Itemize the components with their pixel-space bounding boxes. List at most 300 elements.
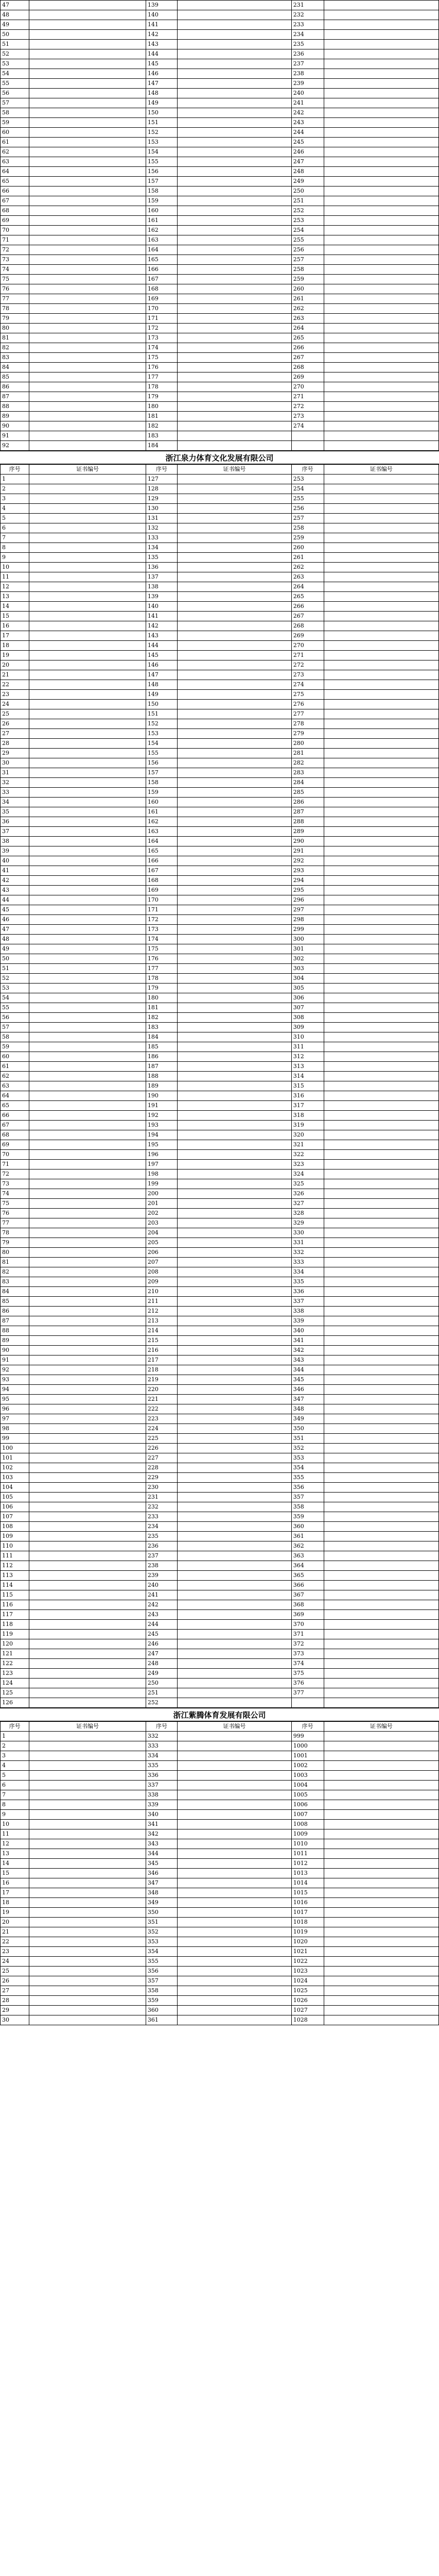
- row-index: 47: [1, 1, 29, 10]
- row-index: 49: [1, 944, 29, 954]
- row-index: 108: [1, 1522, 29, 1532]
- row-index: 317: [291, 1101, 324, 1111]
- row-index: 359: [146, 1996, 177, 2006]
- certificate-number: [324, 758, 438, 768]
- certificate-number: [29, 582, 146, 592]
- certificate-number: [324, 974, 438, 984]
- certificate-number: [29, 1091, 146, 1101]
- row-index: 999: [291, 1732, 324, 1741]
- row-index: 130: [146, 504, 177, 514]
- row-index: 110: [1, 1541, 29, 1551]
- certificate-number: [29, 1170, 146, 1179]
- certificate-number: [178, 514, 292, 523]
- row-index: 1017: [291, 1908, 324, 1918]
- table-row: [1, 226, 439, 235]
- table-row: [1, 1414, 439, 1424]
- certificate-number: [324, 226, 438, 235]
- certificate-number: [178, 660, 292, 670]
- row-index: 201: [146, 1199, 177, 1209]
- certificate-number: [178, 1820, 292, 1829]
- certificate-number: [324, 514, 438, 523]
- row-index: 251: [291, 196, 324, 206]
- certificate-number: [29, 1781, 146, 1790]
- certificate-number: [178, 993, 292, 1003]
- certificate-number: [29, 69, 146, 79]
- certificate-number: [178, 1571, 292, 1581]
- row-index: 40: [1, 856, 29, 866]
- row-index: 32: [1, 778, 29, 788]
- row-index: 85: [1, 372, 29, 382]
- row-index: 329: [291, 1218, 324, 1228]
- certificate-number: [324, 1908, 438, 1918]
- row-index: 304: [291, 974, 324, 984]
- row-index: 136: [146, 563, 177, 572]
- row-index: 29: [1, 749, 29, 758]
- table-row: [1, 1561, 439, 1571]
- certificate-number: [324, 474, 438, 484]
- row-index: 335: [146, 1761, 177, 1771]
- row-index: 6: [1, 523, 29, 533]
- row-index: 157: [146, 768, 177, 778]
- row-index: 352: [291, 1444, 324, 1453]
- certificate-number: [178, 392, 292, 402]
- row-index: 76: [1, 1209, 29, 1218]
- row-index: 230: [146, 1483, 177, 1493]
- certificate-number: [29, 1385, 146, 1395]
- row-index: 1026: [291, 1996, 324, 2006]
- row-index: 248: [146, 1659, 177, 1669]
- certificate-number: [29, 1199, 146, 1209]
- row-index: 152: [146, 719, 177, 729]
- row-index: 172: [146, 324, 177, 333]
- certificate-number: [178, 1878, 292, 1888]
- certificate-number: [29, 709, 146, 719]
- row-index: 271: [291, 651, 324, 660]
- certificate-number: [178, 314, 292, 324]
- certificate-number: [29, 1493, 146, 1502]
- table-row: [1, 1140, 439, 1150]
- certificate-number: [324, 1032, 438, 1042]
- table-row: [1, 1336, 439, 1346]
- certificate-number: [29, 1976, 146, 1986]
- row-index: 361: [146, 2015, 177, 2025]
- certificate-number: [324, 612, 438, 621]
- row-index: 348: [146, 1888, 177, 1898]
- row-index: 339: [146, 1800, 177, 1810]
- row-index: 367: [291, 1590, 324, 1600]
- row-index: 324: [291, 1170, 324, 1179]
- certificate-number: [178, 2006, 292, 2015]
- row-index: 339: [291, 1316, 324, 1326]
- certificate-number: [178, 1434, 292, 1444]
- row-index: 229: [146, 1473, 177, 1483]
- certificate-number: [29, 1042, 146, 1052]
- row-index: 260: [291, 284, 324, 294]
- certificate-number: [178, 1404, 292, 1414]
- certificate-number: [29, 1790, 146, 1800]
- certificate-number: [324, 1248, 438, 1258]
- certificate-number: [29, 1248, 146, 1258]
- table-row: [1, 187, 439, 196]
- table-row: [1, 1541, 439, 1551]
- certificate-number: [324, 749, 438, 758]
- certificate-number: [178, 1996, 292, 2006]
- certificate-number: [178, 1307, 292, 1316]
- table-row: [1, 1072, 439, 1081]
- certificate-number: [29, 1355, 146, 1365]
- certificate-number: [178, 700, 292, 709]
- certificate-number: [324, 1081, 438, 1091]
- row-index: 275: [291, 690, 324, 700]
- row-index: 99: [1, 1434, 29, 1444]
- certificate-number: [29, 660, 146, 670]
- row-index: 83: [1, 1277, 29, 1287]
- row-index: 175: [146, 353, 177, 363]
- column-header-cert: 证书编号: [178, 465, 292, 474]
- row-index: 242: [146, 1600, 177, 1610]
- certificate-number: [29, 788, 146, 798]
- row-index: 79: [1, 314, 29, 324]
- row-index: 1012: [291, 1859, 324, 1869]
- row-index: 257: [291, 255, 324, 265]
- certificate-number: [178, 1947, 292, 1957]
- certificate-number: [178, 1199, 292, 1209]
- row-index: 62: [1, 147, 29, 157]
- row-index: 341: [291, 1336, 324, 1346]
- certificate-number: [178, 1771, 292, 1781]
- table-row: [1, 1869, 439, 1878]
- certificate-number: [324, 392, 438, 402]
- row-index: 1006: [291, 1800, 324, 1810]
- row-index: 9: [1, 1810, 29, 1820]
- certificate-number: [324, 98, 438, 108]
- row-index: 200: [146, 1189, 177, 1199]
- certificate-number: [29, 1659, 146, 1669]
- row-index: 277: [291, 709, 324, 719]
- certificate-number: [29, 895, 146, 905]
- certificate-number: [324, 216, 438, 226]
- certificate-number: [324, 1444, 438, 1453]
- row-index: 3: [1, 1751, 29, 1761]
- row-index: 181: [146, 412, 177, 421]
- certificate-number: [178, 964, 292, 974]
- table-row: [1, 935, 439, 944]
- table-row: [1, 749, 439, 758]
- row-index: 47: [1, 925, 29, 935]
- certificate-number: [29, 10, 146, 20]
- certificate-number: [29, 553, 146, 563]
- row-index: 286: [291, 798, 324, 807]
- certificate-number: [29, 533, 146, 543]
- row-index: 359: [291, 1512, 324, 1522]
- row-index: 81: [1, 1258, 29, 1267]
- row-index: 366: [291, 1581, 324, 1590]
- table-row: [1, 523, 439, 533]
- certificate-number: [29, 30, 146, 40]
- certificate-number: [324, 1023, 438, 1032]
- row-index: 238: [146, 1561, 177, 1571]
- certificate-number: [29, 206, 146, 216]
- table-row: [1, 1307, 439, 1316]
- table-row: [1, 856, 439, 866]
- row-index: 255: [291, 235, 324, 245]
- certificate-number: [324, 905, 438, 915]
- certificate-number: [178, 582, 292, 592]
- certificate-number: [29, 1581, 146, 1590]
- table-row: [1, 621, 439, 631]
- row-index: 351: [146, 1918, 177, 1927]
- row-index: 66: [1, 187, 29, 196]
- certificate-number: [29, 1023, 146, 1032]
- certificate-number: [178, 1888, 292, 1898]
- row-index: 270: [291, 382, 324, 392]
- row-index: 56: [1, 1013, 29, 1023]
- row-index: 189: [146, 1081, 177, 1091]
- certificate-number: [29, 1918, 146, 1927]
- row-index: 170: [146, 895, 177, 905]
- row-index: 239: [146, 1571, 177, 1581]
- row-index: 274: [291, 421, 324, 431]
- row-index: 1009: [291, 1829, 324, 1839]
- row-index: 22: [1, 1937, 29, 1947]
- row-index: 177: [146, 372, 177, 382]
- table-row: [1, 157, 439, 167]
- certificate-number: [324, 402, 438, 412]
- row-index: 176: [146, 363, 177, 372]
- row-index: 272: [291, 660, 324, 670]
- row-index: 107: [1, 1512, 29, 1522]
- row-index: 38: [1, 837, 29, 846]
- row-index: 244: [291, 128, 324, 138]
- certificate-number: [29, 304, 146, 314]
- certificate-number: [324, 1639, 438, 1649]
- row-index: 292: [291, 856, 324, 866]
- certificate-number: [29, 1888, 146, 1898]
- certificate-number: [29, 1444, 146, 1453]
- certificate-number: [29, 1639, 146, 1649]
- certificate-number: [178, 523, 292, 533]
- certificate-number: [178, 680, 292, 690]
- row-index: 1001: [291, 1751, 324, 1761]
- row-index: 197: [146, 1160, 177, 1170]
- row-index: 109: [1, 1532, 29, 1541]
- certificate-number: [324, 284, 438, 294]
- row-index: 106: [1, 1502, 29, 1512]
- row-index: 1002: [291, 1761, 324, 1771]
- row-index: 265: [291, 333, 324, 343]
- certificate-number: [324, 944, 438, 954]
- table-row: [1, 798, 439, 807]
- table-row: [1, 1649, 439, 1659]
- table-row: [1, 1130, 439, 1140]
- certificate-number: [29, 1297, 146, 1307]
- row-index: 193: [146, 1121, 177, 1130]
- certificate-number: [178, 504, 292, 514]
- certificate-number: [324, 1307, 438, 1316]
- row-index: 6: [1, 1781, 29, 1790]
- row-index: 16: [1, 621, 29, 631]
- certificate-number: [29, 20, 146, 30]
- row-index: 57: [1, 1023, 29, 1032]
- certificate-number: [29, 1101, 146, 1111]
- table-row: [1, 1581, 439, 1590]
- row-index: 168: [146, 876, 177, 886]
- row-index: 84: [1, 1287, 29, 1297]
- row-index: 172: [146, 915, 177, 925]
- certificate-number: [29, 778, 146, 788]
- certificate-number: [324, 484, 438, 494]
- row-index: 327: [291, 1199, 324, 1209]
- table-row: [1, 265, 439, 275]
- table-row: [1, 739, 439, 749]
- row-index: 342: [291, 1346, 324, 1355]
- table-row: [1, 118, 439, 128]
- certificate-number: [29, 1404, 146, 1414]
- row-index: 248: [291, 167, 324, 177]
- certificate-number: [324, 1297, 438, 1307]
- table-row: [1, 1032, 439, 1042]
- row-index: 8: [1, 1800, 29, 1810]
- certificate-number: [29, 363, 146, 372]
- certificate-number: [29, 1541, 146, 1551]
- table-row: [1, 1849, 439, 1859]
- row-index: 60: [1, 128, 29, 138]
- table-row: [1, 484, 439, 494]
- table-row: [1, 412, 439, 421]
- row-index: 198: [146, 1170, 177, 1179]
- certificate-number: [29, 49, 146, 59]
- certificate-number: [29, 846, 146, 856]
- row-index: 74: [1, 265, 29, 275]
- row-index: 67: [1, 196, 29, 206]
- table-row: [1, 572, 439, 582]
- certificate-number: [324, 1541, 438, 1551]
- table-row: [1, 314, 439, 324]
- certificate-number: [29, 98, 146, 108]
- row-index: 369: [291, 1610, 324, 1620]
- row-index: 126: [1, 1698, 29, 1708]
- row-index: 282: [291, 758, 324, 768]
- certificate-number: [324, 275, 438, 284]
- certificate-number: [324, 1228, 438, 1238]
- certificate-number: [324, 10, 438, 20]
- certificate-number: [178, 592, 292, 602]
- row-index: 267: [291, 353, 324, 363]
- row-index: 296: [291, 895, 324, 905]
- row-index: 168: [146, 284, 177, 294]
- row-index: 13: [1, 1849, 29, 1859]
- certificate-number: [178, 1937, 292, 1947]
- row-index: 362: [291, 1541, 324, 1551]
- row-index: 219: [146, 1375, 177, 1385]
- certificate-number: [29, 1336, 146, 1346]
- row-index: 344: [291, 1365, 324, 1375]
- row-index: 235: [291, 40, 324, 49]
- certificate-number: [178, 1130, 292, 1140]
- table-row: [1, 1355, 439, 1365]
- certificate-number: [324, 1522, 438, 1532]
- row-index: 65: [1, 1101, 29, 1111]
- row-index: 70: [1, 1150, 29, 1160]
- row-index: 251: [146, 1688, 177, 1698]
- row-index: 250: [291, 187, 324, 196]
- certificate-number: [178, 651, 292, 660]
- table-row: [1, 1287, 439, 1297]
- certificate-number: [29, 1898, 146, 1908]
- row-index: 145: [146, 651, 177, 660]
- certificate-number: [178, 739, 292, 749]
- row-index: 140: [146, 602, 177, 612]
- row-index: 18: [1, 641, 29, 651]
- row-index: 43: [1, 886, 29, 895]
- certificate-number: [178, 1839, 292, 1849]
- certificate-number: [29, 431, 146, 441]
- row-index: 315: [291, 1081, 324, 1091]
- row-index: 375: [291, 1669, 324, 1679]
- certificate-number: [324, 602, 438, 612]
- table-row: [1, 846, 439, 856]
- row-index: 176: [146, 954, 177, 964]
- table-row: [1, 363, 439, 372]
- row-index: 166: [146, 856, 177, 866]
- row-index: 204: [146, 1228, 177, 1238]
- certificate-number: [324, 1316, 438, 1326]
- certificate-number: [178, 1003, 292, 1013]
- table-row: [1, 1918, 439, 1927]
- row-index: 86: [1, 382, 29, 392]
- row-index: 19: [1, 1908, 29, 1918]
- certificate-number: [178, 1013, 292, 1023]
- certificate-number: [324, 1385, 438, 1395]
- row-index: 120: [1, 1639, 29, 1649]
- row-index: 147: [146, 670, 177, 680]
- row-index: 94: [1, 1385, 29, 1395]
- certificate-number: [178, 1111, 292, 1121]
- row-index: 78: [1, 304, 29, 314]
- certificate-number: [29, 40, 146, 49]
- row-index: 115: [1, 1590, 29, 1600]
- row-index: 252: [146, 1698, 177, 1708]
- certificate-number: [178, 1170, 292, 1179]
- row-index: 262: [291, 563, 324, 572]
- table-row: [1, 758, 439, 768]
- row-index: 48: [1, 935, 29, 944]
- row-index: 243: [291, 118, 324, 128]
- row-index: 340: [146, 1810, 177, 1820]
- row-index: 358: [291, 1502, 324, 1512]
- row-index: 105: [1, 1493, 29, 1502]
- certificate-number: [178, 944, 292, 954]
- row-index: 259: [291, 533, 324, 543]
- table-row: [1, 1189, 439, 1199]
- table-row: [1, 304, 439, 314]
- certificate-number: [29, 1189, 146, 1199]
- row-index: 12: [1, 1839, 29, 1849]
- row-index: 232: [146, 1502, 177, 1512]
- certificate-number: [178, 284, 292, 294]
- row-index: 217: [146, 1355, 177, 1365]
- certificate-number: [29, 245, 146, 255]
- certificate-number: [29, 1669, 146, 1679]
- row-index: 155: [146, 749, 177, 758]
- table-row: [1, 1, 439, 10]
- row-index: 328: [291, 1209, 324, 1218]
- row-index: 76: [1, 284, 29, 294]
- row-index: 75: [1, 275, 29, 284]
- row-index: 156: [146, 167, 177, 177]
- certificate-number: [324, 1590, 438, 1600]
- certificate-number: [178, 187, 292, 196]
